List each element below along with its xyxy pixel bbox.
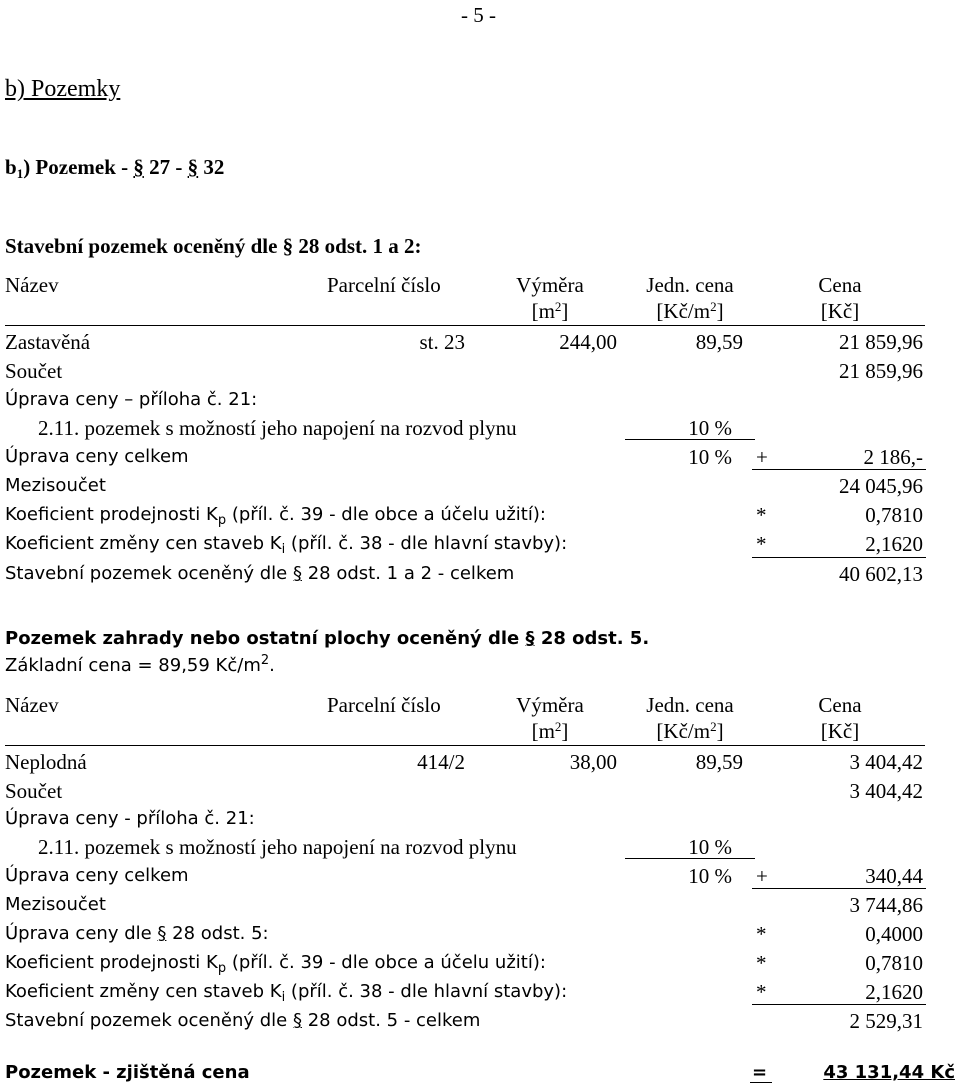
col-total-header: Cena — [818, 693, 862, 717]
adj-total-value: 2 186,- — [863, 445, 923, 469]
adj-item-pct: 10 % — [688, 416, 732, 440]
subtotal-value: 3 744,86 — [849, 893, 923, 917]
adj-total-label: Úprava ceny celkem — [5, 865, 189, 886]
kp-label: Koeficient prodejnosti $K_p$ (příl. č. 39 - dle obce a účelu užití): — [5, 504, 546, 528]
page-number: - 5 - — [461, 3, 496, 27]
kp-op: * — [756, 503, 767, 527]
col-price-header: Jedn. cena — [646, 273, 734, 297]
subtotal-label: Mezisoučet — [5, 475, 106, 496]
row-area: 244,00 — [559, 330, 617, 354]
u28-op: * — [756, 922, 767, 946]
row-price: 89,59 — [695, 750, 743, 774]
kp-value: 0,7810 — [865, 503, 923, 527]
sum-value: 21 859,96 — [839, 359, 923, 383]
final-value: 40 602,13 — [839, 562, 923, 586]
adj-label: Úprava ceny – příloha č. 21: — [5, 389, 258, 410]
kp-op: * — [756, 951, 767, 975]
col-total-unit: [Kč] — [820, 299, 860, 323]
col-parcel-header: Parcelní číslo — [327, 693, 441, 717]
adj-item: 2.11. pozemek s možností jeho napojení na rozvod plynu — [38, 835, 517, 859]
adj-total-value: 340,44 — [865, 864, 923, 888]
row-area: 38,00 — [569, 750, 617, 774]
adj-total-pct: 10 % — [688, 864, 732, 888]
col-area-unit: $[m^2]$ — [531, 299, 569, 323]
result-eq-underline — [750, 1082, 772, 1083]
ki-value: 2,1620 — [865, 532, 923, 556]
adj-total-label: Úprava ceny celkem — [5, 446, 189, 467]
row-parcel: 414/2 — [417, 750, 465, 774]
col-name-header: Název — [5, 693, 59, 717]
col-total-unit: [Kč] — [820, 719, 860, 743]
col-price-header: Jedn. cena — [646, 693, 734, 717]
kp-value: 0,7810 — [865, 951, 923, 975]
final-value: 2 529,31 — [849, 1009, 923, 1033]
sum-label: Součet — [5, 779, 63, 803]
row-parcel: st. 23 — [419, 330, 465, 354]
adj-item: 2.11. pozemek s možností jeho napojení na rozvod plynu — [38, 416, 517, 440]
ki-label: Koeficient změny cen staveb $K_i$ (příl. č. 38 - dle hlavní stavby): — [5, 533, 568, 557]
zp-base-price: Základní cena = 89,59 $Kč/m^2$. — [5, 653, 275, 676]
sum-label: Součet — [5, 359, 63, 383]
final-label: Stavební pozemek oceněný dle § 28 odst. 5 - celkem — [5, 1010, 481, 1031]
adj-item-pct: 10 % — [688, 835, 732, 859]
adj-divider — [625, 858, 755, 859]
col-price-unit: $[Kč/m^2]$ — [656, 299, 724, 323]
final-label: Stavební pozemek oceněný dle § 28 odst. 1 a 2 - celkem — [5, 563, 515, 584]
row-price: 89,59 — [695, 330, 743, 354]
adj-total-pct: 10 % — [688, 445, 732, 469]
col-area-header: Výměra — [516, 273, 584, 297]
adj-total-divider — [752, 888, 926, 889]
col-area-unit: $[m^2]$ — [531, 719, 569, 743]
subtotal-value: 24 045,96 — [839, 474, 923, 498]
sum-value: 3 404,42 — [849, 779, 923, 803]
adj-total-divider — [752, 469, 926, 470]
adj-label: Úprava ceny - příloha č. 21: — [5, 808, 255, 829]
ki-label: Koeficient změny cen staveb $K_i$ (příl. č. 38 - dle hlavní stavby): — [5, 981, 568, 1005]
col-area-header: Výměra — [516, 693, 584, 717]
kp-label: Koeficient prodejnosti $K_p$ (příl. č. 39 - dle obce a účelu užití): — [5, 952, 546, 976]
col-parcel-header: Parcelní číslo — [327, 273, 441, 297]
ki-divider — [752, 1004, 926, 1005]
ki-op: * — [756, 980, 767, 1004]
u28-value: 0,4000 — [865, 922, 923, 946]
subtotal-label: Mezisoučet — [5, 894, 106, 915]
col-total-header: Cena — [818, 273, 862, 297]
row-total: 21 859,96 — [839, 330, 923, 354]
col-price-unit: $[Kč/m^2]$ — [656, 719, 724, 743]
zp-heading: Pozemek zahrady nebo ostatní plochy oceněný dle § 28 odst. 5. — [5, 628, 650, 649]
ki-divider — [752, 557, 926, 558]
row-total: 3 404,42 — [849, 750, 923, 774]
section-title: b) Pozemky — [5, 76, 121, 102]
plus-sign: + — [756, 445, 768, 469]
ki-op: * — [756, 532, 767, 556]
adj-divider — [625, 439, 755, 440]
result-value: 43 131,44 Kč — [823, 1062, 955, 1083]
sp-heading: Stavební pozemek oceněný dle § 28 odst. 1 a 2: — [5, 234, 422, 258]
row-name: Neplodná — [5, 750, 87, 774]
ki-value: 2,1620 — [865, 980, 923, 1004]
plus-sign: + — [756, 864, 768, 888]
header-divider — [5, 325, 925, 326]
header-divider — [5, 745, 925, 746]
sub-heading: $b_1$) Pozemek - § 27 - § 32 — [5, 155, 225, 181]
row-name: Zastavěná — [5, 330, 91, 354]
col-name-header: Název — [5, 273, 59, 297]
u28-label: Úprava ceny dle § 28 odst. 5: — [5, 923, 269, 944]
result-label: Pozemek - zjištěná cena — [5, 1062, 250, 1083]
result-eq: = — [752, 1062, 768, 1083]
